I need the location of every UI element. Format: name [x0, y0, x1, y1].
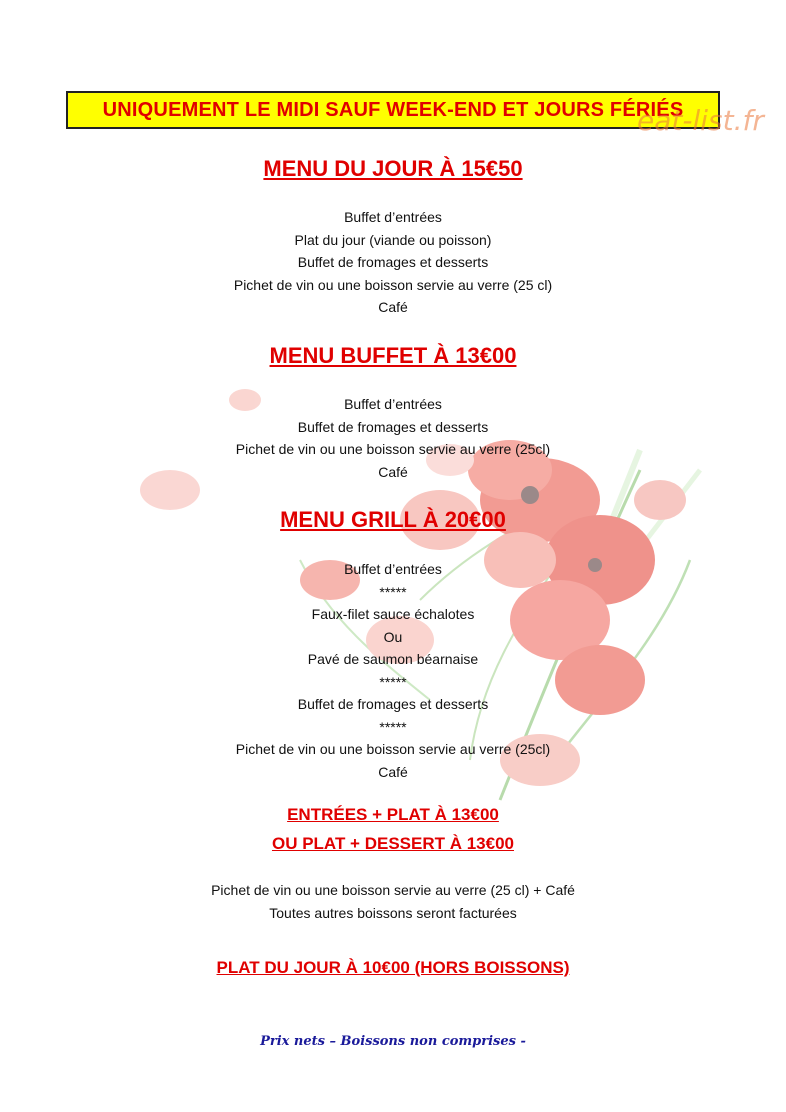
footer-note: Prix nets – Boissons non comprises -	[260, 1034, 526, 1049]
formule-items	[0, 879, 786, 924]
menu-item: Buffet de fromages et desserts	[297, 418, 489, 435]
menu-grill-title: MENU GRILL À 20€00	[280, 507, 506, 532]
menu-item: Buffet d’entrées	[344, 561, 442, 577]
watermark: eat-list.fr	[637, 104, 764, 137]
menu-separator: *****	[379, 583, 407, 600]
menu-du-jour-title: MENU DU JOUR À 15€50	[263, 156, 523, 181]
menu-item: Pavé de saumon béarnaise	[307, 651, 479, 667]
menu-item: Buffet de fromages et desserts	[297, 696, 489, 712]
menu-item: Buffet de fromages et desserts	[297, 254, 489, 270]
menu-item: Faux-filet sauce échalotes	[311, 606, 475, 622]
menu-item: Pichet de vin ou une boisson servie au verre (25 cl) + Café	[211, 882, 575, 898]
menu-item: Plat du jour (viande ou poisson)	[294, 231, 492, 248]
menu-buffet-items	[0, 393, 786, 483]
formule-entrees-plat: ENTRÉES + PLAT À 13€00	[287, 805, 499, 824]
menu-item: Buffet d’entrées	[344, 396, 442, 412]
menu-separator: *****	[379, 673, 407, 690]
menu-item: Pichet de vin ou une boisson servie au verre (25cl)	[235, 741, 551, 757]
menu-item: Café	[378, 463, 408, 480]
menu-du-jour-items	[0, 206, 786, 319]
formule-plat-dessert: OU PLAT + DESSERT À 13€00	[271, 834, 514, 853]
menu-grill-items	[0, 558, 786, 783]
menu-separator: *****	[379, 718, 407, 735]
menu-item: Ou	[383, 628, 403, 645]
menu-item: Pichet de vin ou une boisson servie au verre (25cl)	[235, 441, 551, 457]
menu-item: Café	[378, 299, 408, 315]
menu-item: Toutes autres boissons seront facturées	[269, 904, 517, 921]
menu-item: Buffet d’entrées	[344, 209, 442, 225]
menu-item: Pichet de vin ou une boisson servie au verre (25 cl)	[233, 276, 553, 293]
menu-item: Café	[378, 763, 408, 780]
lunch-only-banner: UNIQUEMENT LE MIDI SAUF WEEK-END ET JOURS FÉRIÉS	[66, 91, 720, 129]
plat-du-jour-offer: PLAT DU JOUR À 10€00 (HORS BOISSONS)	[216, 958, 570, 977]
menu-buffet-title: MENU BUFFET À 13€00	[269, 343, 517, 368]
